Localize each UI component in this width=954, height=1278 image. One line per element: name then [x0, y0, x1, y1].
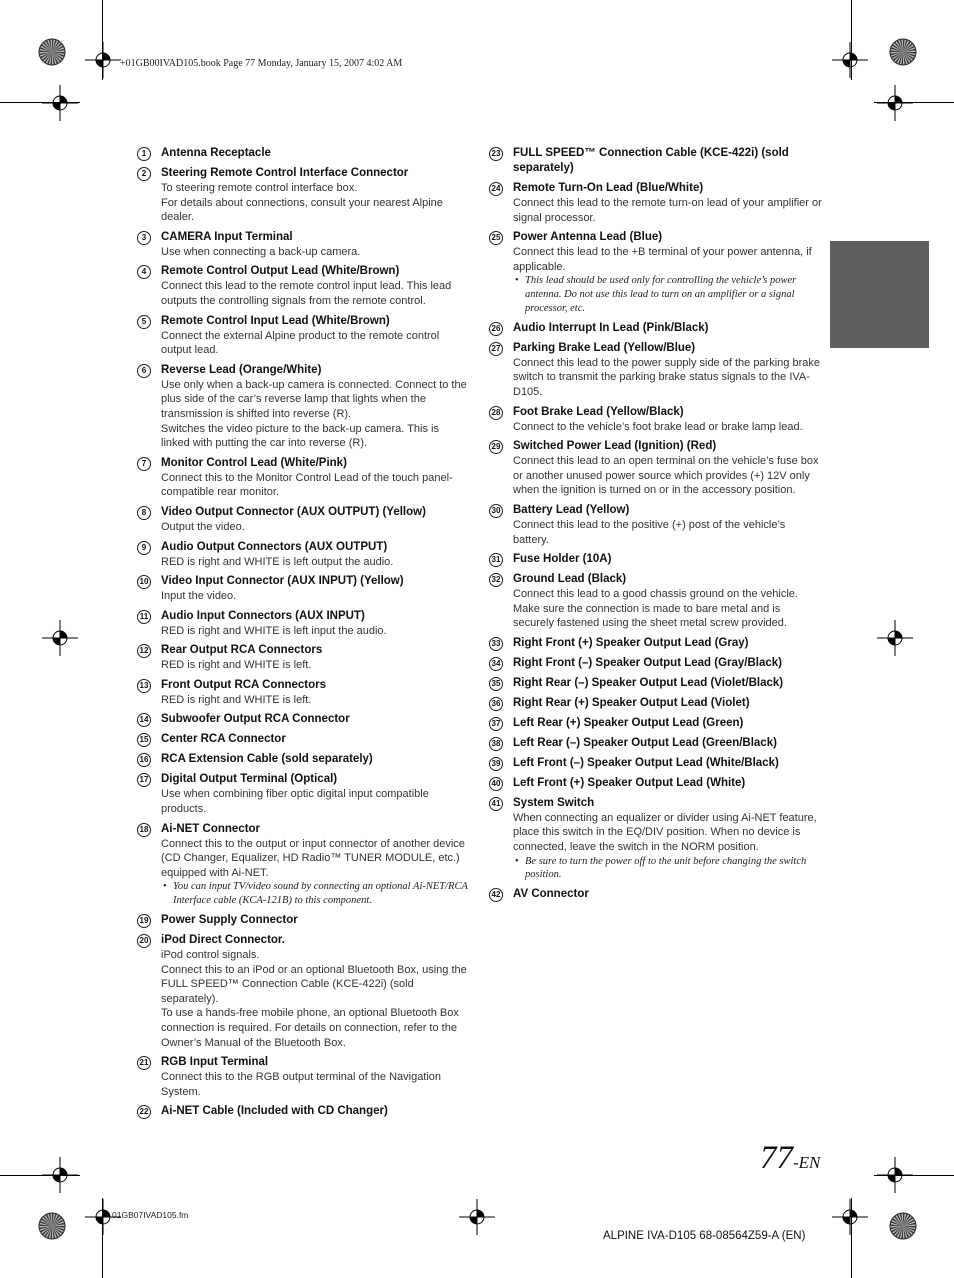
- crosshair-target-icon: [85, 1199, 121, 1235]
- list-item: [137, 540, 469, 570]
- list-item: [489, 181, 822, 225]
- item-description: RED is right and WHITE is left.: [161, 693, 312, 706]
- crop-line: [874, 1175, 954, 1176]
- item-number-badge: 8: [137, 506, 151, 520]
- list-item: [137, 822, 469, 908]
- crop-line: [851, 0, 852, 80]
- item-number-badge: 32: [489, 573, 503, 587]
- item-number-badge: 26: [489, 322, 503, 336]
- item-description: Connect this to the Monitor Control Lead of the touch panel-compatible rear monitor.: [161, 471, 453, 499]
- section-side-tab: [830, 241, 929, 348]
- list-item: [489, 572, 822, 631]
- list-item: [137, 1055, 469, 1099]
- footer-model-code: ALPINE IVA-D105 68-08564Z59-A (EN): [603, 1230, 806, 1242]
- item-number-badge: 40: [489, 777, 503, 791]
- list-item: [137, 913, 469, 928]
- item-title: Steering Remote Control Interface Connector: [161, 167, 409, 179]
- item-note: [513, 855, 822, 883]
- item-note: [161, 880, 469, 908]
- item-description: RED is right and WHITE is left input the audio.: [161, 624, 387, 637]
- item-number-badge: 4: [137, 265, 151, 279]
- item-number-badge: 23: [489, 147, 503, 161]
- item-title: Center RCA Connector: [161, 733, 286, 746]
- list-item: [489, 887, 822, 902]
- item-title: Power Supply Connector: [161, 914, 298, 927]
- list-item: [489, 636, 822, 651]
- list-item: [489, 439, 822, 498]
- item-title: Right Rear (–) Speaker Output Lead (Violet/Black): [513, 676, 784, 689]
- item-title: Right Front (+) Speaker Output Lead (Gray): [513, 636, 749, 649]
- item-description: Connect this lead to the +B terminal of your power antenna, if applicable.: [513, 246, 812, 273]
- item-title: Reverse Lead (Orange/White): [161, 363, 322, 376]
- crosshair-target-icon: [877, 620, 913, 656]
- item-title: Digital Output Terminal (Optical): [161, 773, 338, 786]
- item-description: Connect to the vehicle’s foot brake lead or brake lamp lead.: [513, 420, 803, 433]
- bullet-icon: •: [163, 881, 167, 893]
- list-item: [489, 503, 822, 547]
- item-title: Right Rear (+) Speaker Output Lead (Violet): [513, 696, 750, 709]
- item-title: System Switch: [513, 796, 595, 809]
- item-note-text: Be sure to turn the power off to the unit before changing the switch position.: [525, 855, 807, 881]
- list-item: [137, 678, 469, 708]
- list-item: [137, 933, 469, 1050]
- list-item: [489, 552, 822, 567]
- bullet-icon: •: [515, 275, 519, 287]
- crop-line: [851, 1198, 852, 1278]
- item-title: Remote Control Input Lead (White/Brown): [161, 314, 390, 327]
- item-number-badge: 38: [489, 737, 503, 751]
- crosshair-target-icon: [832, 42, 868, 78]
- footer-file-name: 01GB07IVAD105.fm: [112, 1210, 189, 1220]
- item-number-badge: 2: [137, 167, 151, 181]
- item-title: CAMERA Input Terminal: [161, 230, 293, 243]
- starburst-icon: [888, 1211, 918, 1241]
- list-item: [137, 609, 469, 639]
- item-number-badge: 36: [489, 697, 503, 711]
- item-number-badge: 27: [489, 342, 503, 356]
- item-title: AV Connector: [513, 888, 589, 901]
- crosshair-target-icon: [42, 620, 78, 656]
- item-title: Video Input Connector (AUX INPUT) (Yellow): [161, 575, 404, 588]
- list-item: [137, 772, 469, 816]
- item-title: Audio Interrupt In Lead (Pink/Black): [513, 321, 709, 334]
- item-number-badge: 25: [489, 231, 503, 245]
- item-number-badge: 1: [137, 147, 151, 161]
- crosshair-target-icon: [877, 85, 913, 121]
- item-description: Connect this lead to the positive (+) post of the vehicle’s battery.: [513, 518, 786, 546]
- list-item: [489, 405, 822, 435]
- item-description: Output the video.: [161, 520, 245, 533]
- item-note-text: This lead should be used only for controlling the vehicle’s power antenna. Do not use this lead to turn on an amplifier or a signal processor, etc.: [525, 275, 797, 314]
- item-number-badge: 13: [137, 679, 151, 693]
- item-title: iPod Direct Connector.: [161, 934, 285, 947]
- item-number-badge: 29: [489, 440, 503, 454]
- list-item: [489, 736, 822, 751]
- item-description: To steering remote control interface box.: [161, 182, 358, 194]
- item-number-badge: 20: [137, 934, 151, 948]
- item-description: Connect the external Alpine product to the remote control output lead.: [161, 329, 440, 357]
- item-description: Connect this lead to a good chassis ground on the vehicle. Make sure the connection is made to bare metal and is securely fastened using the sheet metal screw provided.: [513, 588, 798, 630]
- item-number-badge: 5: [137, 315, 151, 329]
- item-title: Ground Lead (Black): [513, 573, 627, 586]
- item-description: Connect this lead to an open terminal on the vehicle’s fuse box or another unused power source which provides (+) 12V only when the ignition is turned on or in the accessory position.: [513, 455, 819, 497]
- item-number-badge: 34: [489, 657, 503, 671]
- item-note-text: You can input TV/video sound by connecting an optional Ai-NET/RCA Interface cable (KCA-121B) to this component.: [173, 881, 468, 907]
- item-title: Video Output Connector (AUX OUTPUT) (Yellow): [161, 505, 426, 518]
- item-number-badge: 3: [137, 231, 151, 245]
- list-item: [489, 146, 822, 176]
- item-number-badge: 9: [137, 541, 151, 555]
- item-number-badge: 16: [137, 753, 151, 767]
- starburst-icon: [888, 37, 918, 67]
- list-item: [489, 756, 822, 771]
- item-title: Remote Turn-On Lead (Blue/White): [513, 182, 704, 194]
- item-number-badge: 33: [489, 637, 503, 651]
- item-description: Switches the video picture to the back-up camera. This is linked with putting the car into reverse (R).: [161, 422, 439, 450]
- list-item: [137, 732, 469, 747]
- list-item: [137, 1104, 469, 1119]
- item-title: Battery Lead (Yellow): [513, 503, 630, 516]
- list-item: [137, 314, 469, 358]
- item-title: RCA Extension Cable (sold separately): [161, 753, 373, 766]
- list-item: [137, 752, 469, 767]
- crop-line: [0, 1175, 80, 1176]
- item-title: Antenna Receptacle: [161, 147, 271, 159]
- item-number-badge: 41: [489, 797, 503, 811]
- book-info-header: +01GB00IVAD105.book Page 77 Monday, January 15, 2007 4:02 AM: [120, 58, 403, 69]
- item-title: Power Antenna Lead (Blue): [513, 231, 663, 244]
- crop-line: [102, 0, 103, 80]
- list-item: [137, 146, 469, 161]
- list-item: [137, 166, 469, 225]
- item-description: iPod control signals.: [161, 949, 260, 962]
- crosshair-target-icon: [832, 1199, 868, 1235]
- crop-line: [874, 102, 954, 103]
- crosshair-target-icon: [85, 42, 121, 78]
- item-note: [513, 274, 822, 315]
- item-title: Rear Output RCA Connectors: [161, 644, 323, 657]
- item-description: Use when connecting a back-up camera.: [161, 245, 361, 258]
- item-number-badge: 31: [489, 553, 503, 567]
- item-description: When connecting an equalizer or divider using Ai-NET feature, place this switch in the EQ/DIV position. When no device is connected, leave the switch in the NORM position.: [513, 811, 817, 854]
- page-number: [760, 1140, 820, 1177]
- item-description: Connect this to the RGB output terminal of the Navigation System.: [161, 1071, 442, 1098]
- list-item: [137, 505, 469, 535]
- item-title: Foot Brake Lead (Yellow/Black): [513, 405, 684, 418]
- item-number-badge: 35: [489, 677, 503, 691]
- item-title: Parking Brake Lead (Yellow/Blue): [513, 341, 696, 354]
- item-number-badge: 22: [137, 1105, 151, 1119]
- item-number-badge: 30: [489, 504, 503, 518]
- list-item: [489, 676, 822, 691]
- item-number-badge: 10: [137, 575, 151, 589]
- item-description: Connect this to an iPod or an optional Bluetooth Box, using the FULL SPEED™ Connection Cable (KCE-422i) (sold separately).: [161, 963, 467, 1005]
- item-number-badge: 28: [489, 406, 503, 420]
- starburst-icon: [37, 1211, 67, 1241]
- item-title: Fuse Holder (10A): [513, 553, 612, 566]
- item-number-badge: 7: [137, 457, 151, 471]
- item-title: Right Front (–) Speaker Output Lead (Gray/Black): [513, 656, 783, 669]
- item-number-badge: 19: [137, 914, 151, 928]
- item-title: FULL SPEED™ Connection Cable (KCE-422i) (sold separately): [513, 147, 789, 174]
- list-item: [137, 230, 469, 260]
- bullet-icon: •: [515, 855, 519, 867]
- item-number-badge: 14: [137, 713, 151, 727]
- crop-line: [0, 102, 80, 103]
- starburst-icon: [37, 37, 67, 67]
- list-item: [489, 230, 822, 316]
- list-item: [489, 796, 822, 882]
- item-title: Switched Power Lead (Ignition) (Red): [513, 440, 717, 453]
- item-title: RGB Input Terminal: [161, 1056, 269, 1069]
- item-description: Connect this lead to the remote turn-on lead of your amplifier or signal processor.: [513, 197, 822, 224]
- page-number-value: 77: [760, 1140, 793, 1176]
- crop-line: [102, 1198, 103, 1278]
- list-item: [489, 656, 822, 671]
- item-title: Subwoofer Output RCA Connector: [161, 713, 350, 726]
- item-number-badge: 39: [489, 757, 503, 771]
- item-title: Audio Input Connectors (AUX INPUT): [161, 609, 365, 622]
- item-title: Front Output RCA Connectors: [161, 678, 327, 691]
- list-item: [489, 696, 822, 711]
- item-title: Remote Control Output Lead (White/Brown): [161, 265, 400, 278]
- list-item: [137, 456, 469, 500]
- item-number-badge: 11: [137, 610, 151, 624]
- item-description: Connect this lead to the remote control input lead. This lead outputs the controlling signals from the remote control.: [161, 280, 452, 307]
- item-title: Ai-NET Cable (Included with CD Changer): [161, 1105, 388, 1118]
- list-item: [137, 363, 469, 451]
- item-description: Use only when a back-up camera is connected. Connect to the plus side of the car’s reverse lamp that lights when the transmission is shifted into reverse (R).: [161, 378, 467, 420]
- item-number-badge: 24: [489, 182, 503, 196]
- crosshair-target-icon: [42, 85, 78, 121]
- right-column: [489, 146, 822, 907]
- item-description: Connect this to the output or input connector of another device (CD Changer, Equalizer, HD Radio™ TUNER MODULE, etc.) equipped with Ai-NET.: [161, 837, 465, 879]
- item-number-badge: 18: [137, 823, 151, 837]
- item-title: Ai-NET Connector: [161, 822, 261, 835]
- item-number-badge: 12: [137, 644, 151, 658]
- item-description: Use when combining fiber optic digital input compatible products.: [161, 788, 429, 816]
- item-title: Left Front (–) Speaker Output Lead (White/Black): [513, 756, 779, 769]
- list-item: [489, 321, 822, 336]
- item-title: Left Rear (+) Speaker Output Lead (Green): [513, 716, 744, 729]
- item-number-badge: 6: [137, 364, 151, 378]
- list-item: [489, 716, 822, 731]
- item-number-badge: 42: [489, 888, 503, 902]
- item-number-badge: 15: [137, 733, 151, 747]
- item-description: RED is right and WHITE is left.: [161, 659, 312, 672]
- item-number-badge: 17: [137, 773, 151, 787]
- item-description: Input the video.: [161, 590, 237, 603]
- item-description: For details about connections, consult your nearest Alpine dealer.: [161, 196, 443, 224]
- item-number-badge: 37: [489, 717, 503, 731]
- item-number-badge: 21: [137, 1056, 151, 1070]
- list-item: [137, 264, 469, 308]
- item-description: Connect this lead to the power supply side of the parking brake switch to transmit the parking brake status signals to the IVA-D105.: [513, 356, 820, 398]
- list-item: [137, 574, 469, 604]
- page-number-suffix: -EN: [793, 1153, 821, 1172]
- item-description: RED is right and WHITE is left output the audio.: [161, 555, 394, 568]
- item-title: Audio Output Connectors (AUX OUTPUT): [161, 540, 388, 553]
- item-description: To use a hands-free mobile phone, an optional Bluetooth Box connection is required. For details on connection, refer to the Owner’s Manual of the Bluetooth Box.: [161, 1007, 459, 1049]
- list-item: [137, 643, 469, 673]
- list-item: [489, 776, 822, 791]
- list-item: [137, 712, 469, 727]
- crosshair-target-icon: [459, 1199, 495, 1235]
- item-title: Left Rear (–) Speaker Output Lead (Green/Black): [513, 736, 777, 749]
- item-title: Monitor Control Lead (White/Pink): [161, 456, 347, 469]
- item-title: Left Front (+) Speaker Output Lead (White): [513, 776, 746, 789]
- list-item: [489, 341, 822, 400]
- left-column: [137, 146, 469, 1124]
